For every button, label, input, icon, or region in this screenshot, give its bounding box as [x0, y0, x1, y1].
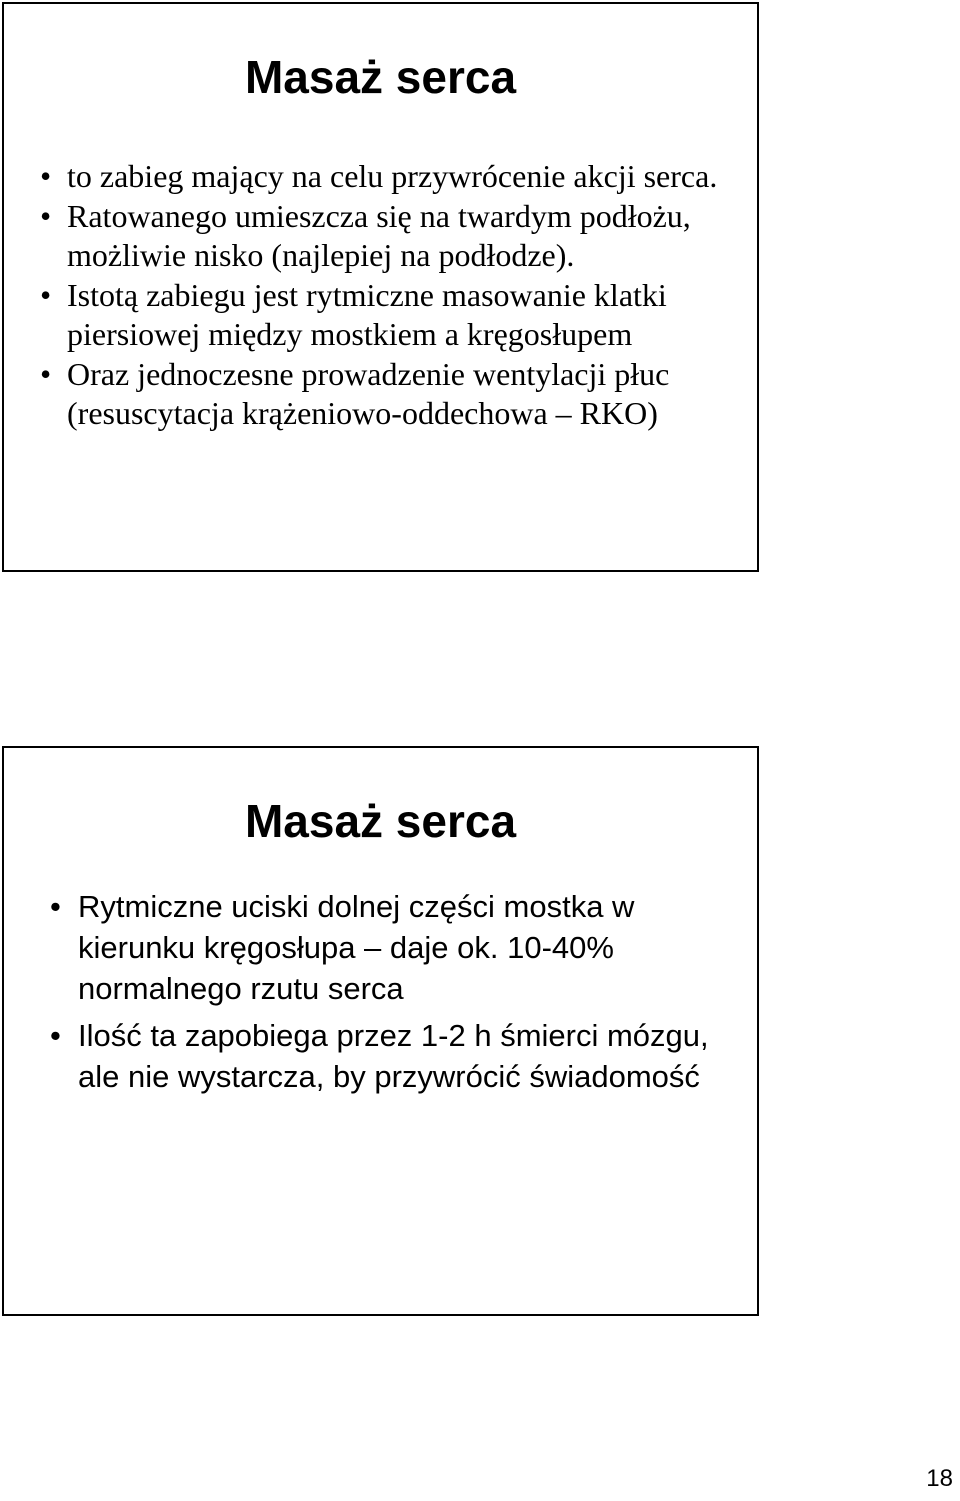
list-item [50, 1015, 750, 1097]
bullet-text: Oraz jednoczesne prowadzenie wentylacji płuc (resuscytacja krążeniowo-oddechowa – RKO) [67, 355, 670, 431]
bullet-list [40, 157, 740, 434]
bullet-icon: • [40, 276, 52, 313]
bullet-text: Ilość ta zapobiega przez 1-2 h śmierci mózgu, ale nie wystarcza, by przywrócić świadomość [78, 1018, 709, 1094]
bullet-list [50, 886, 750, 1097]
bullet-text: Ratowanego umieszcza się na twardym podłożu, możliwie nisko (najlepiej na podłodze). [67, 197, 691, 273]
slide-title: Masaż serca [244, 51, 517, 103]
bullet-text: to zabieg mający na celu przywrócenie akcji serca. [67, 158, 718, 194]
slide-1 [2, 2, 759, 572]
list-item [40, 276, 740, 355]
bullet-text: Rytmiczne uciski dolnej części mostka w kierunku kręgosłupa – daje ok. 10-40% normalnego rzutu serca [78, 889, 635, 1006]
slide-title: Masaż serca [244, 795, 517, 847]
bullet-icon: • [50, 1018, 61, 1053]
bullet-icon: • [50, 889, 61, 924]
slide-2 [2, 746, 759, 1316]
bullet-text: Istotą zabiegu jest rytmiczne masowanie klatki piersiowej między mostkiem a kręgosłupem [67, 276, 667, 352]
page-number: 18 [926, 1465, 953, 1492]
list-item [50, 886, 750, 1009]
list-item [40, 355, 740, 434]
bullet-icon: • [40, 197, 52, 234]
list-item [40, 157, 740, 197]
bullet-icon: • [40, 355, 52, 392]
bullet-icon: • [40, 158, 52, 194]
list-item [40, 197, 740, 276]
